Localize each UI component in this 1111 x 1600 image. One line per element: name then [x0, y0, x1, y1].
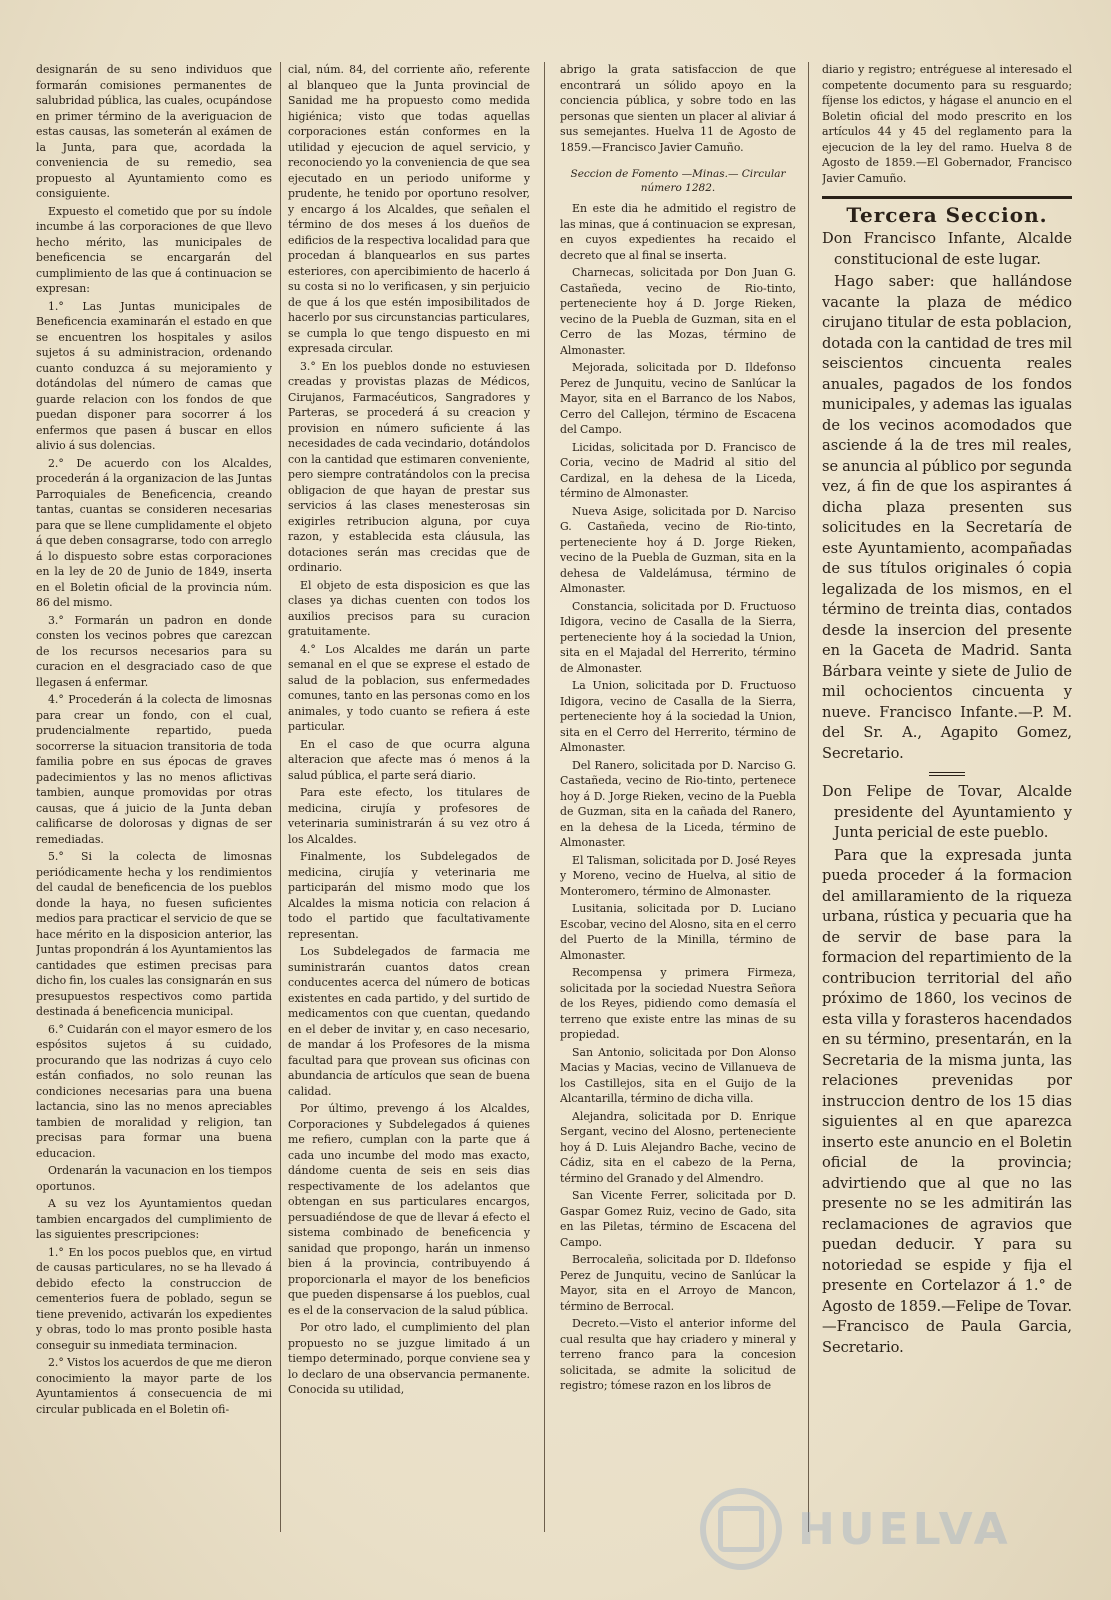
watermark: [700, 1488, 1012, 1570]
paragraph: Por último, prevengo á los Alcaldes, Corporaciones y Subdelegados á quienes me refiero, cumplan con la parte que á cada uno incumbe del modo mas exacto, dándome cuenta de seis en seis dias respectivamente de los adelantos que obtengan en sus particulares encargos, persuadiéndose de que de llevar á efecto el sistema combinado de beneficencia y sanidad que propongo, harán un inmenso bien á la provincia, contribuyendo á proporcionarla el mayor de los beneficios que pueden dispensarse á los pueblos, cual es el de la conservacion de la salud pública.: [288, 1102, 530, 1317]
paragraph: 2.° Vistos los acuerdos de que me dieron conocimiento la mayor parte de los Ayuntamientos á consecuencia de mi circular publicada en el Boletin ofi-: [36, 1356, 272, 1416]
paragraph: 3.° En los pueblos donde no estuviesen creadas y provistas plazas de Médicos, Cirujanos, Farmacéuticos, Sangradores y Parteras, se procederá á su creacion y provision en número suficiente á las necesidades de cada vecindario, dotándolos con la cantidad que estimaren conveniente, pero siempre contratándolos con la precisa obligacion de que hayan de prestar sus servicios á las clases menesterosas sin exigirles retribucion alguna, por cuya razon, y establecida esta cláusula, las dotaciones serán mas crecidas que de ordinario.: [288, 359, 530, 574]
mine-entry: San Vicente Ferrer, solicitada por D. Gaspar Gomez Ruiz, vecino de Gado, sita en las Piletas, término de Escacena del Campo.: [560, 1189, 796, 1249]
column-rule: [280, 62, 281, 1532]
paragraph: Los Subdelegados de farmacia me suministrarán cuantos datos crean conducentes acerca del número de boticas existentes en cada partido, y del surtido de medicamentos con que cuentan, quedando en el deber de invitar y, en caso necesario, de mandar á los Profesores de la misma facultad para que provean sus oficinas con abundancia de artículos que sean de buena calidad.: [288, 945, 530, 1098]
mine-entry: Mejorada, solicitada por D. Ildefonso Perez de Junquitu, vecino de Sanlúcar la Mayor, sita en el Barranco de los Nabos, Cerro del Callejon, término de Escacena del Campo.: [560, 361, 796, 436]
archive-seal-icon: [700, 1488, 782, 1570]
mine-entry: Alejandra, solicitada por D. Enrique Sergant, vecino del Alosno, perteneciente hoy á D. Luis Alejandro Bache, vecino de Cádiz, sita en el cabezo de la Perna, término del Granado y del Almendro.: [560, 1109, 796, 1185]
section-title: Tercera Seccion.: [846, 203, 1048, 227]
paragraph: designarán de su seno individuos que formarán comisiones permanentes de salubridad pública, las cuales, ocupándose en primer término de la averiguacion de estas causas, las someterán al exámen de la Junta, para que, acordada la conveniencia de su remedio, sea propuesto al Ayuntamiento como es consiguiente.: [36, 63, 272, 200]
mine-entry: El Talisman, solicitada por D. José Reyes y Moreno, vecino de Huelva, al sitio de Monteromero, término de Almonaster.: [560, 853, 796, 898]
paragraph: Para que la expresada junta pueda proceder á la formacion del amillaramiento de la riqueza urbana, rústica y pecuaria que ha de servir de base para la formacion del repartimiento de la contribucion territorial del año próximo de 1860, los vecinos de esta villa y forasteros hacendados en su término, presentarán, en la Secretaria de la misma junta, las relaciones prevenidas por instruccion dentro de los 15 dias siguientes al en que aparezca inserto este anuncio en el Boletin oficial de la provincia; advirtiendo que al que no las presente no se les admitirán las reclamaciones de agravios que puedan deducir. Y para su notoriedad se espide y fija el presente en Cortelazor á 1.° de Agosto de 1859.—Felipe de Tovar.—Francisco de Paula Garcia, Secretario.: [822, 846, 1072, 1356]
paragraph: A su vez los Ayuntamientos quedan tambien encargados del cumplimiento de las siguientes prescripciones:: [36, 1197, 272, 1241]
paragraph: diario y registro; entréguese al interesado el competente documento para su resguardo; fíjense los edictos, y hágase el anuncio en el Boletin oficial del modo prescrito en los artículos 44 y 45 del reglamento para la ejecucion de la ley del ramo. Huelva 8 de Agosto de 1859.—El Gobernador, Francisco Javier Camuño.: [822, 63, 1072, 185]
notices: [822, 229, 1072, 1358]
paragraph: Finalmente, los Subdelegados de medicina, cirujía y veterinaria me participarán del mismo modo que los Alcaldes la misma noticia con relacion á todo el partido que facultativamente representan.: [288, 850, 530, 941]
paragraph: 5.° Si la colecta de limosnas periódicamente hecha y los rendimientos del caudal de beneficencia de los pueblos donde la haya, no fuesen suficientes medios para practicar el servicio de que se hace mérito en la disposicion anterior, las Juntas propondrán á los Ayuntamientos las cantidades que estimen precisas para dicho fin, los cuales las consignarán en sus presupuestos respectivos como partida destinada á beneficencia municipal.: [36, 850, 272, 1018]
section-divider: [822, 196, 1072, 199]
mine-entry: Lusitania, solicitada por D. Luciano Escobar, vecino del Alosno, sita en el cerro del Puerto de la Minilla, término de Almonaster.: [560, 902, 796, 962]
column-1: [36, 62, 272, 1419]
paragraph: abrigo la grata satisfaccion de que encontrará un sólido apoyo en la conciencia pública, y sobre todo en las personas que sienten un placer al aliviar á sus semejantes. Huelva 11 de Agosto de 1859.—Francisco Javier Camuño.: [560, 63, 796, 154]
paragraph: 3.° Formarán un padron en donde consten los vecinos pobres que carezcan de los recursos necesarios para su curacion en el desgraciado caso de que llegasen á enfermar.: [36, 613, 272, 689]
paragraph: cial, núm. 84, del corriente año, referente al blanqueo que la Junta provincial de Sanidad me ha propuesto como medida higiénica; visto que todas aquellas corporaciones están conformes en la utilidad y ejecucion de aquel servicio, y reconociendo yo la conveniencia de que sea ejecutado en un periodo uniforme y prudente, he tenido por oportuno resolver, y encargo á los Alcaldes, que señalen el término de dos meses á los dueños de edificios de la respectiva localidad para que procedan á blanquearlos en sus partes esteriores, con apercibimiento de hacerlo á su costa si no lo verificasen, y sin perjuicio de que á los que estén imposibilitados de hacerlo por sus circunstancias particulares, se cumpla lo que tengo dispuesto en mi expresada circular.: [288, 63, 530, 355]
section-heading: Seccion de Fomento —Minas.— Circular número 1282.: [570, 168, 786, 194]
mine-entry: Charnecas, solicitada por Don Juan G. Castañeda, vecino de Rio-tinto, perteneciente hoy á D. Jorge Rieken, vecino de la Puebla de Guzman, sita en el Cerro de las Mozas, término de Almonaster.: [560, 266, 796, 357]
paragraph: 2.° De acuerdo con los Alcaldes, procederán á la organizacion de las Juntas Parroquiales de Beneficencia, creando tantas, cuantas se consideren necesarias para que se llene cumplidamente el objeto á que deben consagrarse, todo con arreglo á lo dispuesto sobre estas corporaciones en la ley de 20 de Junio de 1849, inserta en el Boletin oficial de la provincia núm. 86 del mismo.: [36, 456, 272, 609]
notice-heading: Don Francisco Infante, Alcalde constitucional de este lugar.: [822, 230, 1072, 268]
notice-heading: Don Felipe de Tovar, Alcalde presidente del Ayuntamiento y Junta pericial de este pueblo.: [822, 783, 1072, 841]
mine-entry: Licidas, solicitada por D. Francisco de Coria, vecino de Madrid al sitio del Cardizal, en la dehesa de la Liceda, término de Almonaster.: [560, 440, 796, 500]
mine-entry: Constancia, solicitada por D. Fructuoso Idigora, vecino de Casalla de la Sierra, perteneciente hoy á la sociedad la Union, sita en el Majadal del Herrerito, término de Almonaster.: [560, 599, 796, 675]
paragraph: Por otro lado, el cumplimiento del plan propuesto no se juzgue limitado á un tiempo determinado, porque conviene sea y lo declaro de una observancia permanente. Conocida su utilidad,: [288, 1321, 530, 1396]
mine-entry: San Antonio, solicitada por Don Alonso Macias y Macias, vecino de Villanueva de los Castillejos, sita en el Guijo de la Alcantarilla, término de dicha villa.: [560, 1045, 796, 1105]
mine-entry: Del Ranero, solicitada por D. Narciso G. Castañeda, vecino de Rio-tinto, pertenece hoy á D. Jorge Rieken, vecino de la Puebla de Guzman, sita en la cañada del Ranero, en la dehesa de la Liceda, término de Almonaster.: [560, 758, 796, 849]
column-3: [560, 62, 796, 1396]
column-rule: [808, 62, 809, 1532]
mine-entry: La Union, solicitada por D. Fructuoso Idigora, vecino de Casalla de la Sierra, perteneciente hoy á la sociedad la Union, sita en el Cerro del Herrerito, término de Almonaster.: [560, 679, 796, 754]
paragraph: El objeto de esta disposicion es que las clases ya dichas cuenten con todos los auxilios precisos para su curacion gratuitamente.: [288, 578, 530, 638]
paragraph: Ordenarán la vacunacion en los tiempos oportunos.: [36, 1164, 272, 1193]
paragraph: Hago saber: que hallándose vacante la plaza de médico cirujano titular de esta poblacion, dotada con la cantidad de tres mil seiscientos cincuenta reales anuales, pagados de los fondos municipales, y ademas las igualas de los vecinos acomodados que asciende á la de tres mil reales, se anuncia al público por segunda vez, á fin de que los aspirantes á dicha plaza presenten sus solicitudes en la Secretaría de este Ayuntamiento, acompañadas de sus títulos originales ó copia legalizada de los mismos, en el término de treinta dias, contados desde la insercion del presente en la Gaceta de Madrid. Santa Bárbara veinte y siete de Julio de mil ochocientos cincuenta y nueve. Francisco Infante.—P. M. del Sr. A., Agapito Gomez, Secretario.: [822, 273, 1072, 762]
paragraph: 6.° Cuidarán con el mayor esmero de los espósitos sujetos á su cuidado, procurando que las nodrizas á cuyo celo están confiados, no solo reunan las condiciones necesarias para una buena lactancia, sino las no menos apreciables tambien de moralidad y religion, tan precisas para formar una buena educacion.: [36, 1022, 272, 1160]
column-rule: [544, 62, 545, 1532]
paragraph: 4.° Los Alcaldes me darán un parte semanal en el que se exprese el estado de salud de la poblacion, sus enfermedades comunes, tanto en las personas como en los animales, y todo cuanto se refiera á este particular.: [288, 642, 530, 733]
mine-entry: Recompensa y primera Firmeza, solicitada por la sociedad Nuestra Señora de los Reyes, pidiendo como demasía el terreno que existe entre las minas de su propiedad.: [560, 966, 796, 1041]
paragraph: 1.° Las Juntas municipales de Beneficencia examinarán el estado en que se encuentren los hospitales y asilos sujetos á su administracion, ordenando cuanto conduzca á su mejoramiento y dotándolas del número de camas que guarde relacion con los fondos de que puedan disponer para socorrer á los enfermos que pasen á buscar en ellos alivio á sus dolencias.: [36, 299, 272, 452]
paragraph: Decreto.—Visto el anterior informe del cual resulta que hay criadero y mineral y terreno franco para la concesion solicitada, se admite la solicitud de registro; tómese razon en los libros de: [560, 1317, 796, 1392]
paragraph: Expuesto el cometido que por su índole incumbe á las corporaciones de que llevo hecho mérito, las municipales de beneficencia se encargarán del cumplimiento de las que á continuacion se expresan:: [36, 204, 272, 295]
notice-separator: [929, 772, 965, 776]
paragraph: En este dia he admitido el registro de las minas, que á continuacion se expresan, en cuyos expedientes ha recaido el decreto que al final se inserta.: [560, 202, 796, 262]
watermark-text: HUELVA: [798, 1503, 1012, 1555]
column-4: [822, 62, 1072, 1360]
paragraph: En el caso de que ocurra alguna alteracion que afecte mas ó menos á la salud pública, el parte será diario.: [288, 737, 530, 782]
paragraph: 1.° En los pocos pueblos que, en virtud de causas particulares, no se ha llevado á debido efecto la construccion de cementerios fuera de poblado, segun se tiene prevenido, activarán los expedientes y obras, todo lo mas pronto posible hasta conseguir su inmediata terminacion.: [36, 1245, 272, 1352]
mine-entry: Nueva Asige, solicitada por D. Narciso G. Castañeda, vecino de Rio-tinto, perteneciente hoy á D. Jorge Rieken, vecino de la Puebla de Guzman, sita en la dehesa de Valdelámusa, término de Almonaster.: [560, 504, 796, 595]
paragraph: 4.° Procederán á la colecta de limosnas para crear un fondo, con el cual, prudencialmente repartido, pueda socorrerse la situacion transitoria de toda familia pobre en sus épocas de graves padecimientos y las no menos aflictivas tambien, aunque promovidas por otras causas, que á juicio de la Junta deban calificarse de dolorosas y dignas de ser remediadas.: [36, 693, 272, 846]
column-2: [288, 62, 530, 1400]
paragraph: Para este efecto, los titulares de medicina, cirujía y profesores de veterinaria suministrarán á su vez otro á los Alcaldes.: [288, 786, 530, 846]
mine-entry: Berrocaleña, solicitada por D. Ildefonso Perez de Junquitu, vecino de Sanlúcar la Mayor, sita en el Arroyo de Mancon, término de Berrocal.: [560, 1253, 796, 1313]
